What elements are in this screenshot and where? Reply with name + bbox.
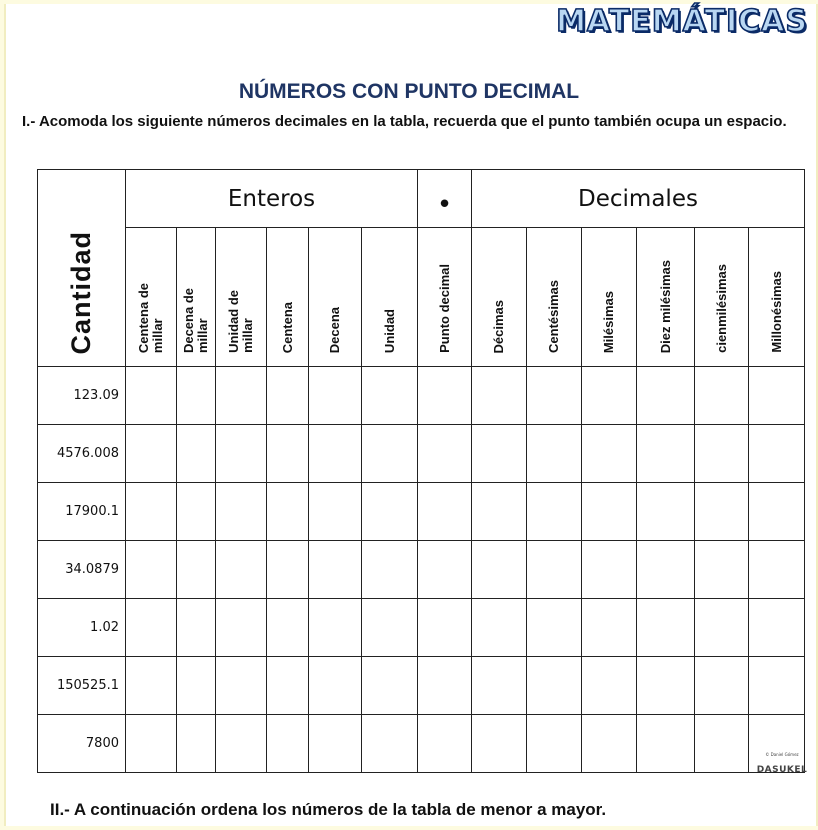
- answer-cell[interactable]: [582, 715, 637, 773]
- column-header-label: Décimas: [491, 299, 506, 353]
- answer-cell[interactable]: [216, 541, 267, 599]
- column-header: [472, 228, 527, 367]
- column-header: [695, 228, 749, 367]
- column-header: [216, 228, 267, 367]
- answer-cell[interactable]: [749, 657, 805, 715]
- table-row: [38, 367, 805, 425]
- answer-cell[interactable]: [695, 367, 749, 425]
- answer-cell[interactable]: [362, 715, 418, 773]
- answer-cell[interactable]: [126, 599, 177, 657]
- answer-cell[interactable]: [216, 599, 267, 657]
- column-header-label: Milésimas: [601, 290, 616, 353]
- answer-cell[interactable]: [527, 715, 582, 773]
- quantity-header-label: Cantidad: [66, 231, 96, 355]
- answer-cell[interactable]: [527, 541, 582, 599]
- answer-cell[interactable]: [695, 483, 749, 541]
- answer-cell[interactable]: [695, 715, 749, 773]
- answer-cell[interactable]: [267, 367, 309, 425]
- column-header: [267, 228, 309, 367]
- answer-cell[interactable]: [527, 483, 582, 541]
- quantity-cell: 4576.008: [38, 425, 126, 483]
- answer-cell[interactable]: [267, 657, 309, 715]
- column-header-label: Centena: [279, 301, 295, 353]
- answer-cell[interactable]: [362, 599, 418, 657]
- answer-cell[interactable]: [126, 367, 177, 425]
- answer-cell[interactable]: [582, 599, 637, 657]
- answer-cell[interactable]: [362, 657, 418, 715]
- answer-cell[interactable]: [472, 483, 527, 541]
- answer-cell[interactable]: [309, 483, 362, 541]
- answer-cell[interactable]: [418, 657, 472, 715]
- answer-cell[interactable]: [216, 425, 267, 483]
- table-row: [38, 599, 805, 657]
- quantity-cell: 17900.1: [38, 483, 126, 541]
- answer-cell[interactable]: [637, 425, 695, 483]
- column-header-label: Millonésimas: [768, 271, 784, 353]
- column-header: [177, 228, 216, 367]
- column-header-label: Decena: [327, 306, 342, 353]
- answer-cell[interactable]: [267, 541, 309, 599]
- column-header: [418, 228, 472, 367]
- column-header: [527, 228, 582, 367]
- column-header: [749, 228, 805, 367]
- answer-cell[interactable]: [749, 541, 805, 599]
- answer-cell[interactable]: [695, 599, 749, 657]
- answer-cell[interactable]: [309, 425, 362, 483]
- group-decimales: Decimales: [472, 170, 805, 228]
- quantity-cell: 123.09: [38, 367, 126, 425]
- answer-cell[interactable]: [177, 541, 216, 599]
- answer-cell[interactable]: [582, 425, 637, 483]
- answer-cell[interactable]: [267, 599, 309, 657]
- group-enteros: Enteros: [126, 170, 418, 228]
- column-header-label: Unidad de millar: [226, 290, 255, 353]
- column-header: [362, 228, 418, 367]
- answer-cell[interactable]: [362, 425, 418, 483]
- answer-cell[interactable]: [582, 657, 637, 715]
- answer-cell[interactable]: [527, 599, 582, 657]
- answer-cell[interactable]: [216, 715, 267, 773]
- answer-cell[interactable]: [267, 425, 309, 483]
- answer-cell[interactable]: [582, 367, 637, 425]
- table-row: [38, 425, 805, 483]
- answer-cell[interactable]: [362, 483, 418, 541]
- column-header-label: Unidad: [381, 308, 397, 353]
- answer-cell[interactable]: [126, 541, 177, 599]
- answer-cell[interactable]: [177, 715, 216, 773]
- answer-cell[interactable]: [637, 657, 695, 715]
- answer-cell[interactable]: [749, 599, 805, 657]
- answer-cell[interactable]: [472, 715, 527, 773]
- answer-cell[interactable]: [267, 483, 309, 541]
- answer-cell[interactable]: [177, 425, 216, 483]
- answer-cell[interactable]: [362, 541, 418, 599]
- quantity-cell: 7800: [38, 715, 126, 773]
- answer-cell[interactable]: [418, 599, 472, 657]
- answer-cell[interactable]: [695, 657, 749, 715]
- column-header: [582, 228, 637, 367]
- answer-cell[interactable]: [309, 599, 362, 657]
- answer-cell[interactable]: [472, 425, 527, 483]
- column-header-label: Punto decimal: [436, 264, 452, 353]
- answer-cell[interactable]: [418, 425, 472, 483]
- author-signature: © Daniel Gómez DASUKEL: [756, 752, 808, 775]
- answer-cell[interactable]: [472, 367, 527, 425]
- quantity-header: [38, 170, 126, 367]
- answer-cell[interactable]: [527, 367, 582, 425]
- answer-cell[interactable]: [216, 657, 267, 715]
- answer-cell[interactable]: [309, 541, 362, 599]
- table-row: [38, 657, 805, 715]
- table-row: [38, 715, 805, 773]
- answer-cell[interactable]: [637, 541, 695, 599]
- answer-cell[interactable]: [177, 367, 216, 425]
- answer-cell[interactable]: [309, 657, 362, 715]
- answer-cell[interactable]: [177, 599, 216, 657]
- quantity-cell: 34.0879: [38, 541, 126, 599]
- answer-cell[interactable]: [582, 483, 637, 541]
- answer-cell[interactable]: [216, 483, 267, 541]
- instruction-text: I.- Acomoda los siguiente números decimales en la tabla, recuerda que el punto también ocupa un espacio.: [22, 113, 787, 130]
- answer-cell[interactable]: [418, 541, 472, 599]
- answer-cell[interactable]: [362, 367, 418, 425]
- group-punto: [418, 170, 472, 228]
- column-header-label: cienmilésimas: [713, 264, 729, 353]
- column-header: [126, 228, 177, 367]
- column-header-label: Centena de millar: [136, 282, 165, 353]
- answer-cell[interactable]: [637, 599, 695, 657]
- answer-cell[interactable]: [126, 425, 177, 483]
- table-row: [38, 541, 805, 599]
- answer-cell[interactable]: [695, 425, 749, 483]
- page-title: NÚMEROS CON PUNTO DECIMAL: [238, 80, 580, 103]
- answer-cell[interactable]: [177, 657, 216, 715]
- answer-cell[interactable]: [418, 483, 472, 541]
- answer-cell[interactable]: [749, 483, 805, 541]
- answer-cell[interactable]: [418, 367, 472, 425]
- column-header: [637, 228, 695, 367]
- quantity-cell: 1.02: [38, 599, 126, 657]
- column-header-label: Centésimas: [546, 280, 561, 353]
- answer-cell[interactable]: [418, 715, 472, 773]
- answer-cell[interactable]: [472, 657, 527, 715]
- answer-cell[interactable]: [309, 367, 362, 425]
- answer-cell[interactable]: [582, 541, 637, 599]
- answer-cell[interactable]: [749, 367, 805, 425]
- answer-cell[interactable]: [126, 657, 177, 715]
- answer-cell[interactable]: [216, 367, 267, 425]
- answer-cell[interactable]: [527, 425, 582, 483]
- column-header: [309, 228, 362, 367]
- brand-title: MATEMÁTICAS: [556, 4, 808, 39]
- answer-cell[interactable]: [472, 541, 527, 599]
- answer-cell[interactable]: [126, 483, 177, 541]
- answer-cell[interactable]: [177, 483, 216, 541]
- answer-cell[interactable]: [637, 483, 695, 541]
- answer-cell[interactable]: [695, 541, 749, 599]
- column-header-label: Decena de millar: [181, 287, 210, 353]
- answer-cell[interactable]: [267, 715, 309, 773]
- answer-cell[interactable]: [637, 367, 695, 425]
- decimal-point-symbol: •: [436, 189, 453, 220]
- column-header-label: Diez milésimas: [657, 259, 673, 353]
- quantity-cell: 150525.1: [38, 657, 126, 715]
- answer-cell[interactable]: [309, 715, 362, 773]
- answer-cell[interactable]: [749, 425, 805, 483]
- place-value-table: [37, 169, 805, 773]
- answer-cell[interactable]: [126, 715, 177, 773]
- section-two-instruction: II.- A continuación ordena los números de la tabla de menor a mayor.: [50, 800, 607, 819]
- answer-cell[interactable]: [527, 657, 582, 715]
- table-row: [38, 483, 805, 541]
- answer-cell[interactable]: [472, 599, 527, 657]
- answer-cell[interactable]: [637, 715, 695, 773]
